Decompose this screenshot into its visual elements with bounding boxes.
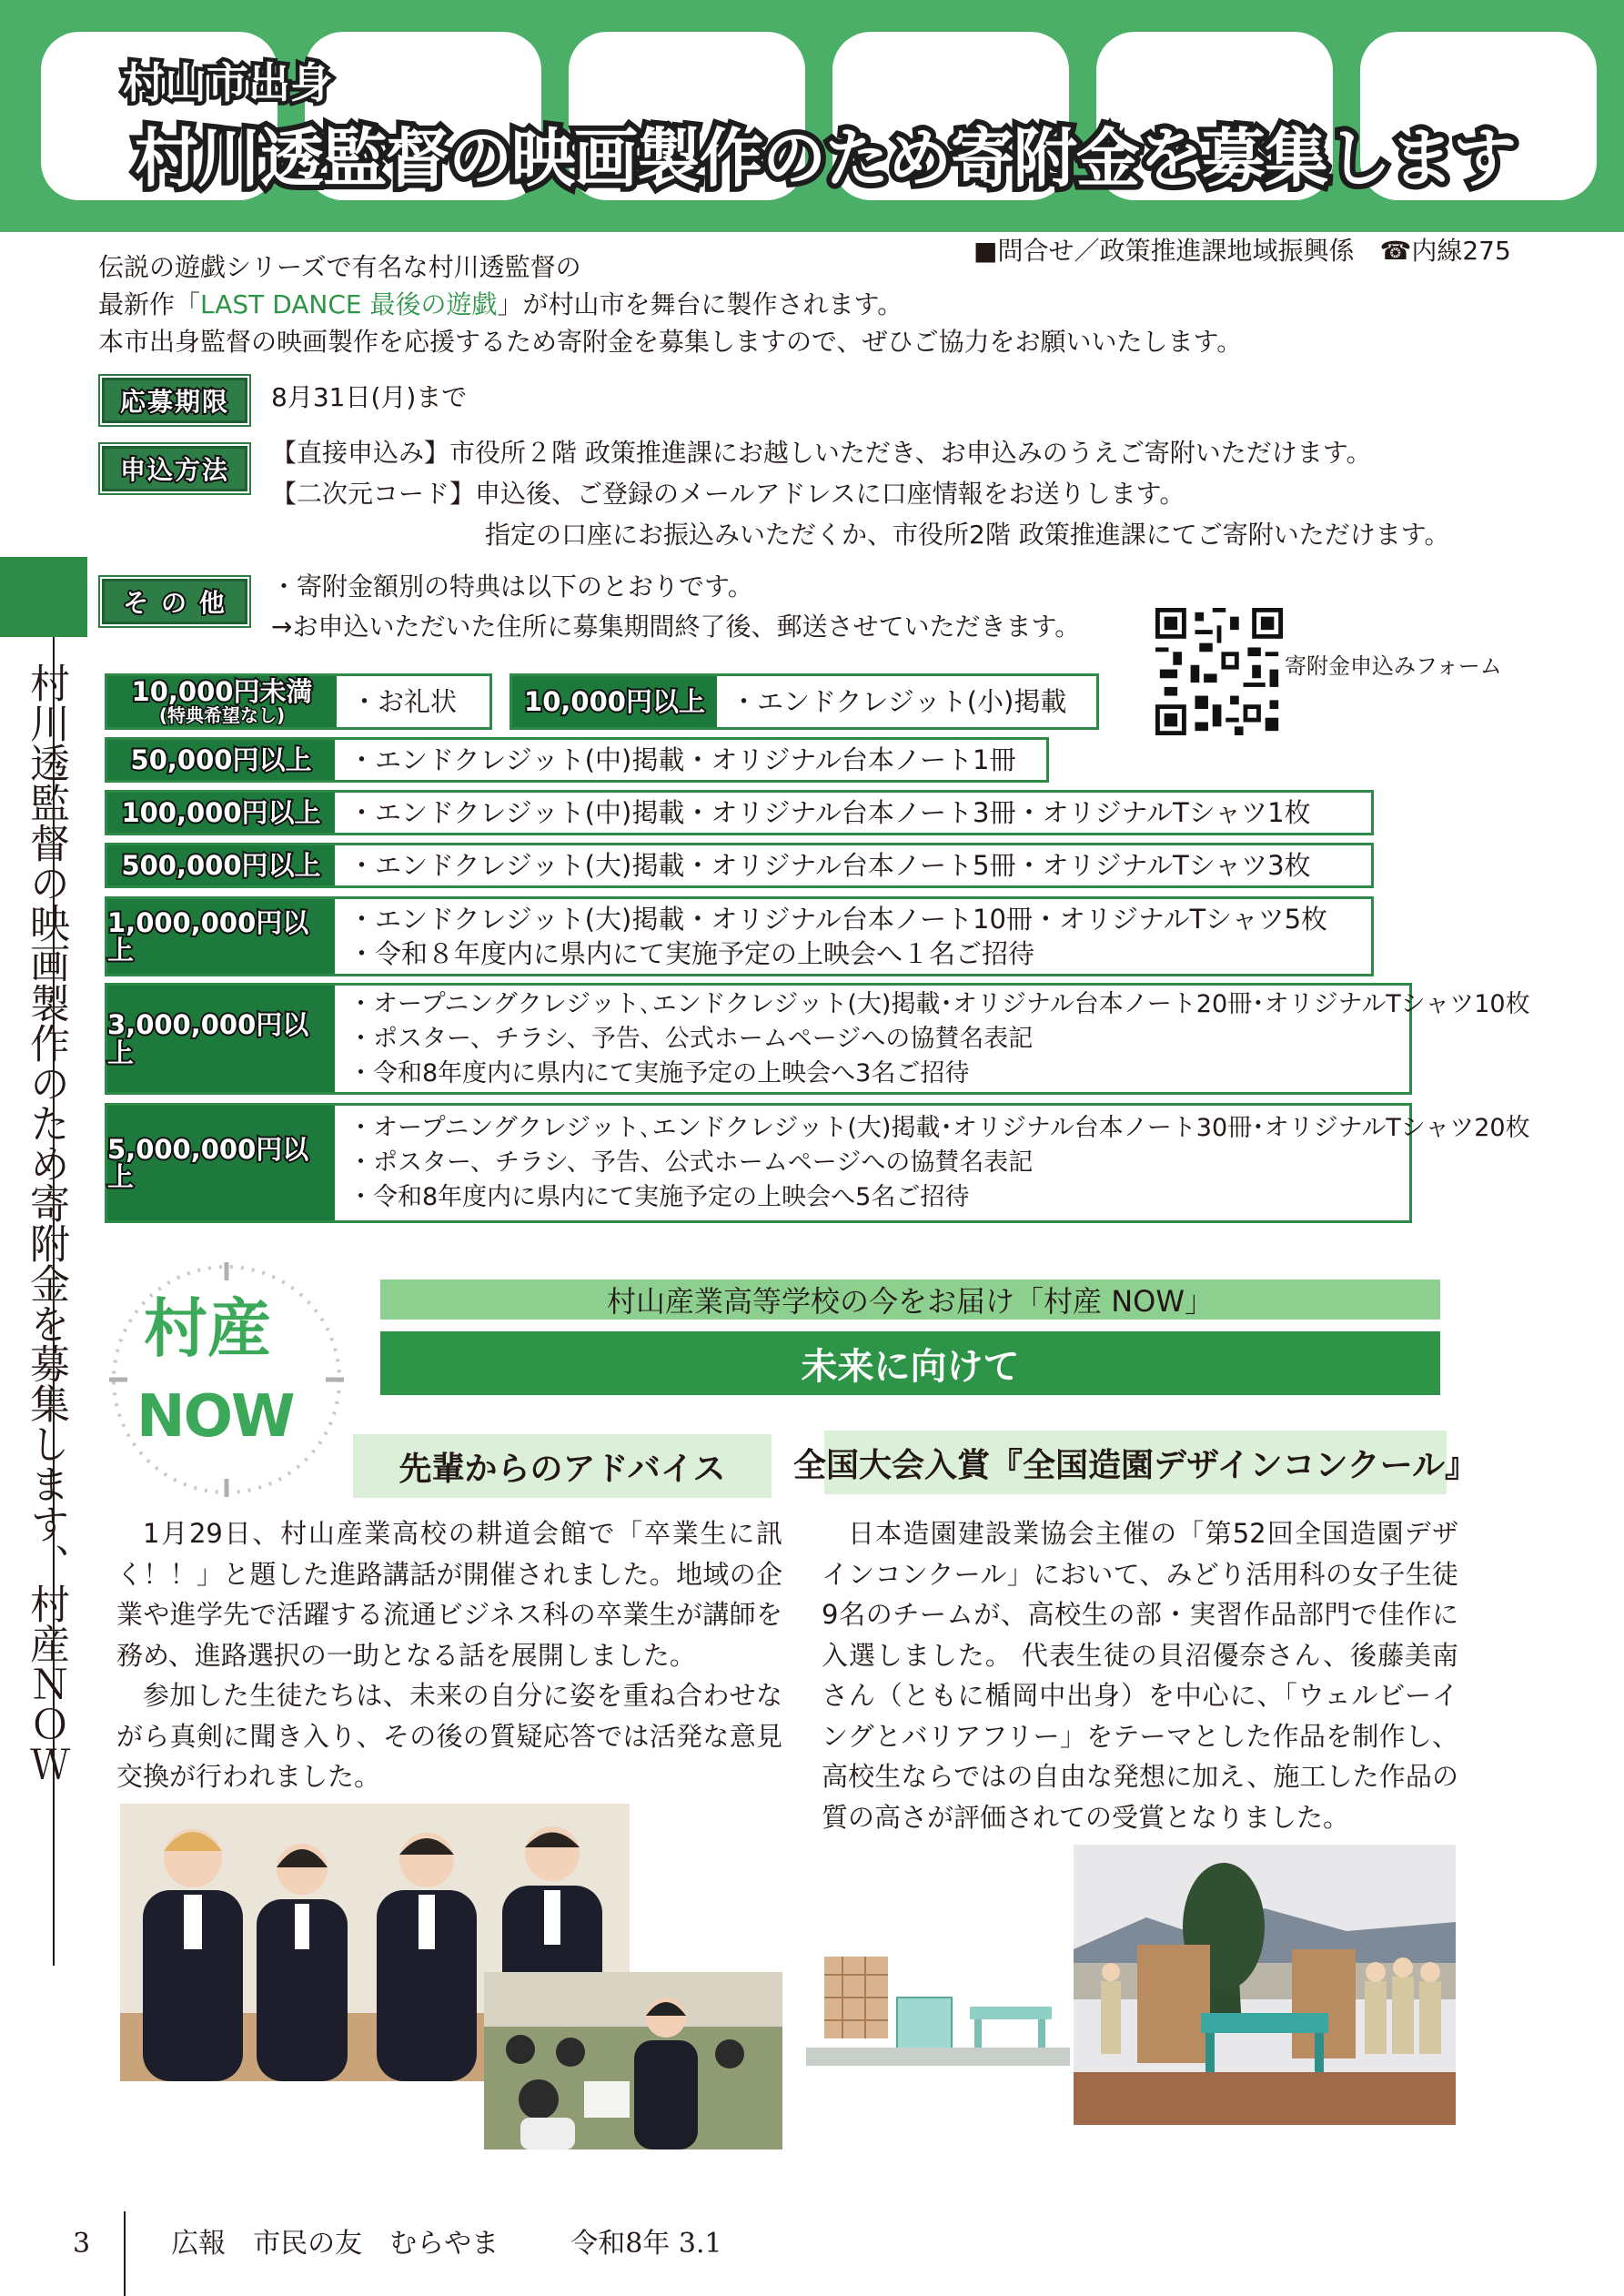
tier-row [105,983,1530,1095]
publication-name: 広報 市民の友 むらやま [171,2228,499,2260]
logo-text-bottom: NOW [136,1383,294,1451]
tier-benefits: ・エンドクレジット(中)掲載・オリジナル台本ノート1冊 [348,744,1016,775]
tier-row [105,896,1374,976]
side-index-text: 村川透監督の映画製作のため寄附金を募集します、村産ＮＯＷ [23,663,69,1784]
article-right-body: 日本造園建設業協会主催の「第52回全国造園デザインコンクール」において、みどり活用科の女子生徒9名のチームが、高校生の部・実習作品部門で佳作に入選しました。 代表生徒の貝沼優奈さん、後藤美南さん（ともに楯岡中出身）を中心に、「ウェルビーイングとバリアフリー」をテーマとした作品を制作し、高校生ならではの自由な発想に加え、施工した作品の質の高さが評価されての受賞となりました。 [822,1518,1458,1833]
tier-benefits: ・エンドクレジット(大)掲載・オリジナル台本ノート5冊・オリジナルTシャツ3枚 [348,850,1311,881]
section-heading: 未来に向けて [380,1331,1440,1395]
side-tab [0,557,87,637]
apply-qr: 【二次元コード】申込後、ご登録のメールアドレスに口座情報をお送りします。 [271,479,1185,509]
issue-date: 令和8年 3.1 [570,2228,722,2260]
logo-text-top: 村産 [144,1291,271,1366]
apply-qr-detail: 指定の口座にお振込みいただくか、市役所2階 政策推進課にてご寄附いただけます。 [485,520,1450,550]
qr-caption: 寄附金申込みフォーム [1285,653,1502,679]
tier-amount: 1,000,000円以上 [107,899,335,974]
tier-row [105,673,492,730]
tier-row [509,673,1099,730]
murasan-now-bar: 村山産業高等学校の今をお届け「村産 NOW」 [380,1279,1440,1320]
qr-code-icon[interactable] [1155,608,1283,735]
tier-amount: 5,000,000円以上 [107,1106,335,1220]
other-line-2: →お申込いただいた住所に募集期間終了後、郵送させていただきます。 [271,612,1081,642]
deadline-label: 応募期限 [102,378,247,423]
tier-amount: 10,000円未満 (特典希望なし) [107,676,337,727]
garden-design-sketch [797,1947,1079,2084]
garden-team-photo [1074,1845,1456,2125]
other-label: そ の 他 [102,579,247,624]
article-right-title: 全国大会入賞『全国造園デザインコンクール』 [824,1431,1447,1494]
tier-row [105,843,1374,888]
footer [73,2220,722,2261]
page-title: 村川透監督の映画製作のため寄附金を募集します [135,121,1516,196]
tier-row [105,1103,1530,1223]
tier-benefits: ・エンドクレジット(中)掲載・オリジナル台本ノート3冊・オリジナルTシャツ1枚 [348,797,1311,828]
tier-benefits: ・エンドクレジット(大)掲載・オリジナル台本ノート10冊・オリジナルTシャツ5枚 ・令和８年度内に県内にて実施予定の上映会へ１名ご招待 [348,904,1328,969]
tier-benefits: ・オープニングクレジット､エンドクレジット(大)掲載･オリジナル台本ノート20冊･オリジナルTシャツ10枚 ・ポスター、チラシ、予告、公式ホームページへの協賛名表記 ・令和8年度内に県内にて実施予定の上映会へ3名ご招待 [348,989,1530,1087]
contact-info: ■問合せ／政策推進課地域振興係 ☎内線275 [973,236,1511,266]
page-number: 3 [73,2228,91,2260]
movie-title: LAST DANCE 最後の遊戯 [200,289,498,319]
tier-amount: 3,000,000円以上 [107,986,335,1092]
intro-line-3: 本市出身監督の映画製作を応援するため寄附金を募集しますので、ぜひご協力をお願いいたします。 [98,327,1243,357]
tier-amount: 10,000円以上 [512,676,717,727]
article-left-body-2: 参加した生徒たちは、未来の自分に姿を重ね合わせながら真剣に聞き入り、その後の質疑応答では活発な意見交換が行われました。 [116,1680,782,1792]
article-left-body-1: 1月29日、村山産業高校の耕道会館で「卒業生に訊く！！」と題した進路講話が開催されました。地域の企業や進学先で活躍する流通ビジネス科の卒業生が講師を務め、進路選択の一助となる話を展開しました。 [116,1518,782,1671]
tier-benefits: ・オープニングクレジット､エンドクレジット(大)掲載･オリジナル台本ノート30冊･オリジナルTシャツ20枚 ・ポスター、チラシ、予告、公式ホームページへの協賛名表記 ・令和8年度内に県内にて実施予定の上映会へ5名ご招待 [348,1114,1530,1211]
tier-amount: 500,000円以上 [107,845,335,885]
deadline-text: 8月31日(月)まで [271,382,468,412]
apply-method-label: 申込方法 [102,446,247,491]
tier-row [105,790,1374,835]
article-left-title: 先輩からのアドバイス [353,1434,772,1498]
header-subtitle: 村山市出身 [123,58,332,107]
tier-amount: 100,000円以上 [107,793,335,833]
tier-row [105,737,1049,783]
apply-direct: 【直接申込み】市役所２階 政策推進課にお越しいただき、お申込みのうえご寄附いただけます。 [271,438,1372,468]
intro-line-1: 伝説の遊戯シリーズで有名な村川透監督の [98,252,581,282]
tier-benefits: ・お礼状 [351,686,458,717]
tier-amount: 50,000円以上 [107,740,335,780]
tier-benefits: ・エンドクレジット(小)掲載 [731,686,1067,717]
speaker-photo [484,1972,782,2149]
other-line-1: ・寄附金額別の特典は以下のとおりです。 [271,571,753,602]
intro-line-2: 最新作「LAST DANCE 最後の遊戯」が村山市を舞台に製作されます。 [98,289,903,319]
